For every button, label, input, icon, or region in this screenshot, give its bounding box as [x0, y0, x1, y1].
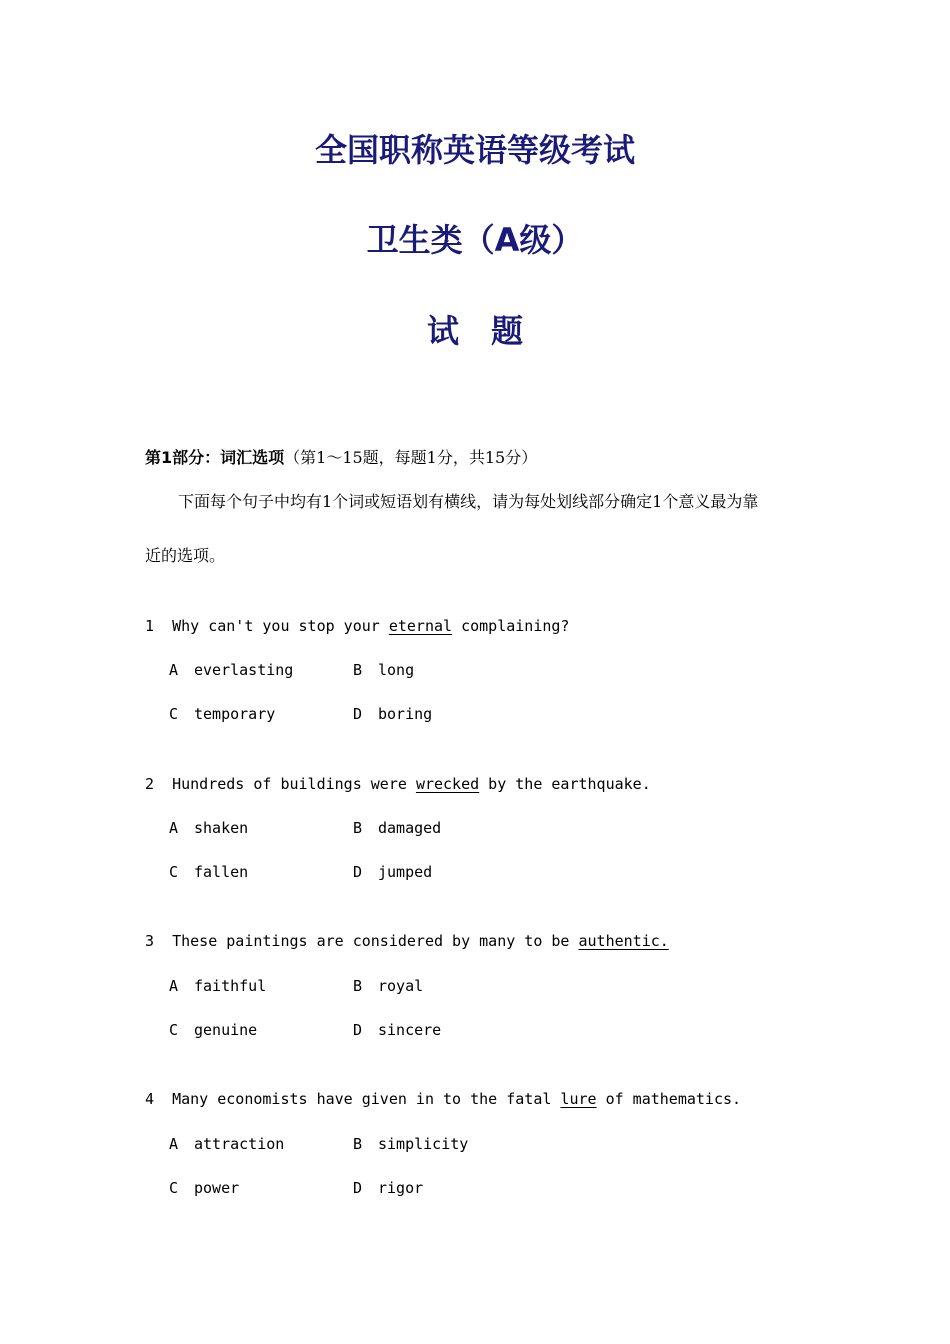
option-text: temporary [194, 705, 276, 723]
question-number: 2 [145, 775, 155, 793]
option-text: power [194, 1179, 240, 1197]
option-text: sincere [378, 1021, 442, 1039]
section-instruction-line-1: 下面每个句子中均有1个词或短语划有横线，请为每处划线部分确定1个意义最为靠 [178, 492, 759, 511]
option-text: boring [378, 705, 433, 723]
option-letter: C [169, 1021, 179, 1039]
option-text: jumped [378, 863, 433, 881]
underlined-word: eternal [388, 617, 453, 635]
option-text: faithful [194, 977, 267, 995]
question-number: 4 [145, 1090, 155, 1108]
section-instruction-line-2: 近的选项。 [145, 546, 226, 565]
options-row [169, 660, 414, 680]
question-number: 1 [145, 617, 155, 635]
question-number: 3 [145, 932, 155, 950]
question-stem: 4 Many economists have given in to the fatal lure of mathematics. [145, 1090, 742, 1108]
option-letter: B [353, 661, 363, 679]
option-text: simplicity [378, 1135, 469, 1153]
option-letter: A [169, 661, 179, 679]
option-letter: C [169, 1179, 179, 1197]
underlined-word: authentic. [578, 932, 669, 950]
options-row [169, 862, 432, 882]
option-letter: B [353, 819, 363, 837]
question-stem: 1 Why can't you stop your eternal complaining? [145, 617, 570, 635]
exam-category: 卫生类（A级） [366, 221, 584, 259]
options-row [169, 704, 432, 724]
underlined-word: wrecked [415, 775, 480, 793]
underlined-word: lure [560, 1090, 597, 1108]
option-text: genuine [194, 1021, 258, 1039]
option-letter: D [353, 863, 363, 881]
option-letter: A [169, 1135, 179, 1153]
exam-paper-label [0, 311, 950, 351]
option-text: everlasting [194, 661, 294, 679]
option-letter: D [353, 705, 363, 723]
paper-label-char-1: 试 [426, 312, 459, 350]
option-text: shaken [194, 819, 249, 837]
option-letter: B [353, 1135, 363, 1153]
option-text: fallen [194, 863, 249, 881]
option-letter: C [169, 863, 179, 881]
option-letter: D [353, 1179, 363, 1197]
option-letter: B [353, 977, 363, 995]
options-row [169, 976, 423, 996]
question-stem: 3 These paintings are considered by many to be authentic. [145, 932, 669, 950]
section-heading [145, 447, 537, 469]
option-text: rigor [378, 1179, 424, 1197]
section-heading-title: 第1部分：词汇选项 [145, 448, 285, 467]
options-row [169, 818, 441, 838]
option-letter: C [169, 705, 179, 723]
options-row [169, 1020, 441, 1040]
option-letter: D [353, 1021, 363, 1039]
option-text: royal [378, 977, 424, 995]
options-row [169, 1134, 468, 1154]
section-heading-scoring: （第1～15题，每题1分，共15分） [284, 448, 538, 467]
option-text: long [378, 661, 415, 679]
exam-title: 全国职称英语等级考试 [314, 131, 635, 169]
option-letter: A [169, 819, 179, 837]
options-row [169, 1178, 423, 1198]
option-text: attraction [194, 1135, 285, 1153]
question-stem: 2 Hundreds of buildings were wrecked by the earthquake. [145, 775, 651, 793]
option-letter: A [169, 977, 179, 995]
option-text: damaged [378, 819, 442, 837]
paper-label-char-2: 题 [491, 312, 524, 350]
